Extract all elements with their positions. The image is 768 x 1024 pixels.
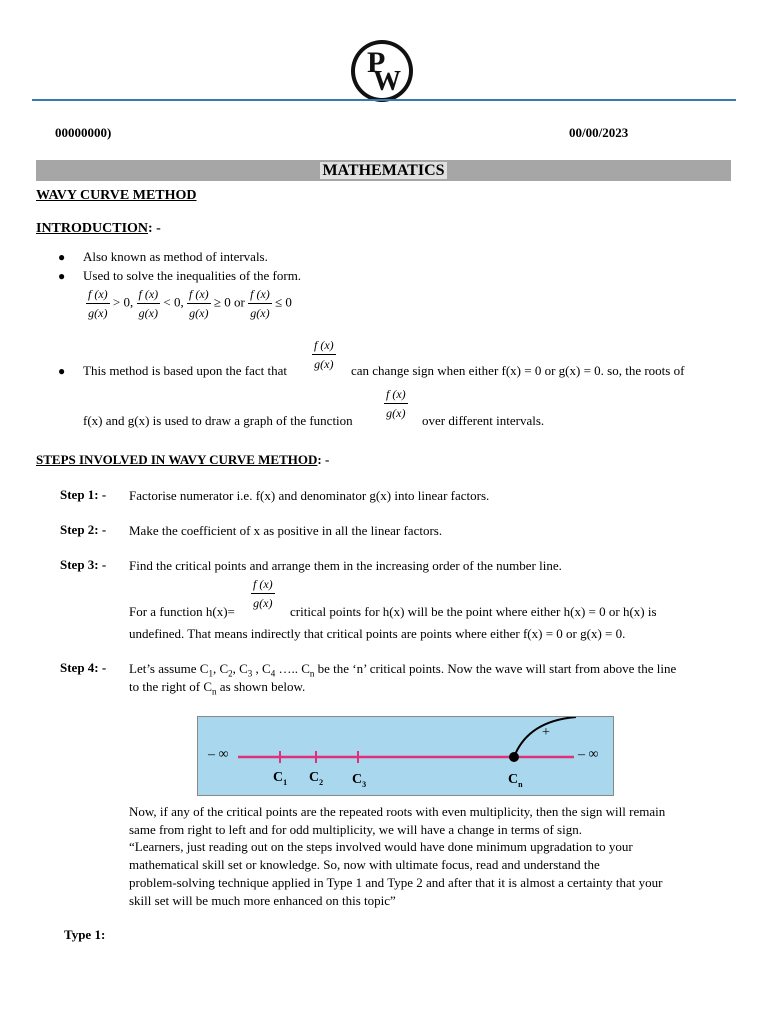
bullet-3-text-d: over different intervals. [422,413,545,428]
step-3-func-a: For a function h(x)= [129,604,235,619]
bullet-2-text: Used to solve the inequalities of the form. [83,268,302,283]
step-4-line-1: Let’s assume $C_1$, $C_2$, $C_3$ , $C_4$ ….. $C_n$ be the ‘n’ critical points. Now the wave will start from above the line [129,661,677,679]
document-date: 00/00/2023 [569,125,629,140]
step-2-text: Make the coefficient of x as positive in all the linear factors. [129,523,443,538]
pos-infinity-label: – ∞ [578,747,599,762]
wavy-curve-diagram [197,716,614,796]
bullet-2: ● [58,269,66,283]
pw-logo [351,40,413,102]
quote-line-3: problem-solving technique applied in Type 1 and Type 2 and after that it is almost a certainty that your [129,875,663,890]
type-1-label: Type 1: [64,927,106,942]
subject-bar [36,160,731,181]
introduction-heading: INTRODUCTION: - [36,221,161,236]
quote-line-1: “Learners, just reading out on the steps involved would have done minimum upgradation to your [129,839,633,854]
logo-letter-p: P [367,46,386,79]
step-1-text: Factorise numerator i.e. f(x) and denominator g(x) into linear factors. [129,488,490,503]
paragraph-line-2: same from right to left and for odd multiplicity, we will have a change in terms of sign. [129,822,582,837]
label-cn: $C_n$ [508,772,523,789]
bullet-3: ● [58,364,66,378]
step-3-func-b: critical points for h(x) will be the point where either h(x) = 0 or h(x) is [290,604,657,619]
step-3-label: Step 3: - [60,557,107,572]
point-cn [509,752,519,762]
roll-number: 00000000) [55,125,112,140]
label-c2: $C_2$ [309,770,324,787]
bullet-3-text-a: This method is based upon the fact that [83,363,287,378]
label-c1: $C_1$ [273,770,288,787]
topic-title: WAVY CURVE METHOD [36,188,197,203]
step-2-label: Step 2: - [60,522,107,537]
bullet-1: ● [58,250,66,264]
fraction-fg-2: $\frac{f (x)}{g(x)}$ [386,387,406,420]
step-3-text: Find the critical points and arrange them in the increasing order of the number line. [129,558,562,573]
header-divider [32,99,736,101]
label-c3: $C_3$ [352,772,367,789]
bullet-3-text-b: can change sign when either f(x) = 0 or g(x) = 0. so, the roots of [351,363,685,378]
subject-title: MATHEMATICS [322,162,445,179]
fraction-fg: $\frac{f (x)}{g(x)}$ [314,338,334,371]
quote-line-4: skill set will be much more enhanced on this topic” [129,893,396,908]
wavy-curve-svg [198,717,615,797]
steps-heading: STEPS INVOLVED IN WAVY CURVE METHOD: - [36,452,330,467]
neg-infinity-label: – ∞ [208,747,229,762]
step-4-label: Step 4: - [60,660,107,675]
paragraph-line-1: Now, if any of the critical points are the repeated roots with even multiplicity, then the sign will remain [129,804,666,819]
step-4-line-2: to the right of $C_n$ as shown below. [129,679,306,697]
quote-line-2: mathematical skill set or knowledge. So, now with ultimate focus, read and understand the [129,857,600,872]
bullet-3-text-c: f(x) and g(x) is used to draw a graph of the function [83,413,353,428]
inequality-forms: $\frac{f (x)}{g(x)}$ > 0, $\frac{f (x)}{g(x)}$ < 0, $\frac{f (x)}{g(x)}$ ≥ 0 or $\frac{f (x)}{g(x)}$ ≤ 0 [88,287,292,320]
bullet-1-text: Also known as method of intervals. [83,249,268,264]
step-3-func-c: undefined. That means indirectly that critical points are points where either f(x) = 0 or g(x) = 0. [129,626,626,641]
step-1-label: Step 1: - [60,487,107,502]
fraction-fg-3: $\frac{f (x)}{g(x)}$ [253,577,273,610]
logo-letter-w: W [373,66,401,97]
plus-sign: + [542,725,550,740]
